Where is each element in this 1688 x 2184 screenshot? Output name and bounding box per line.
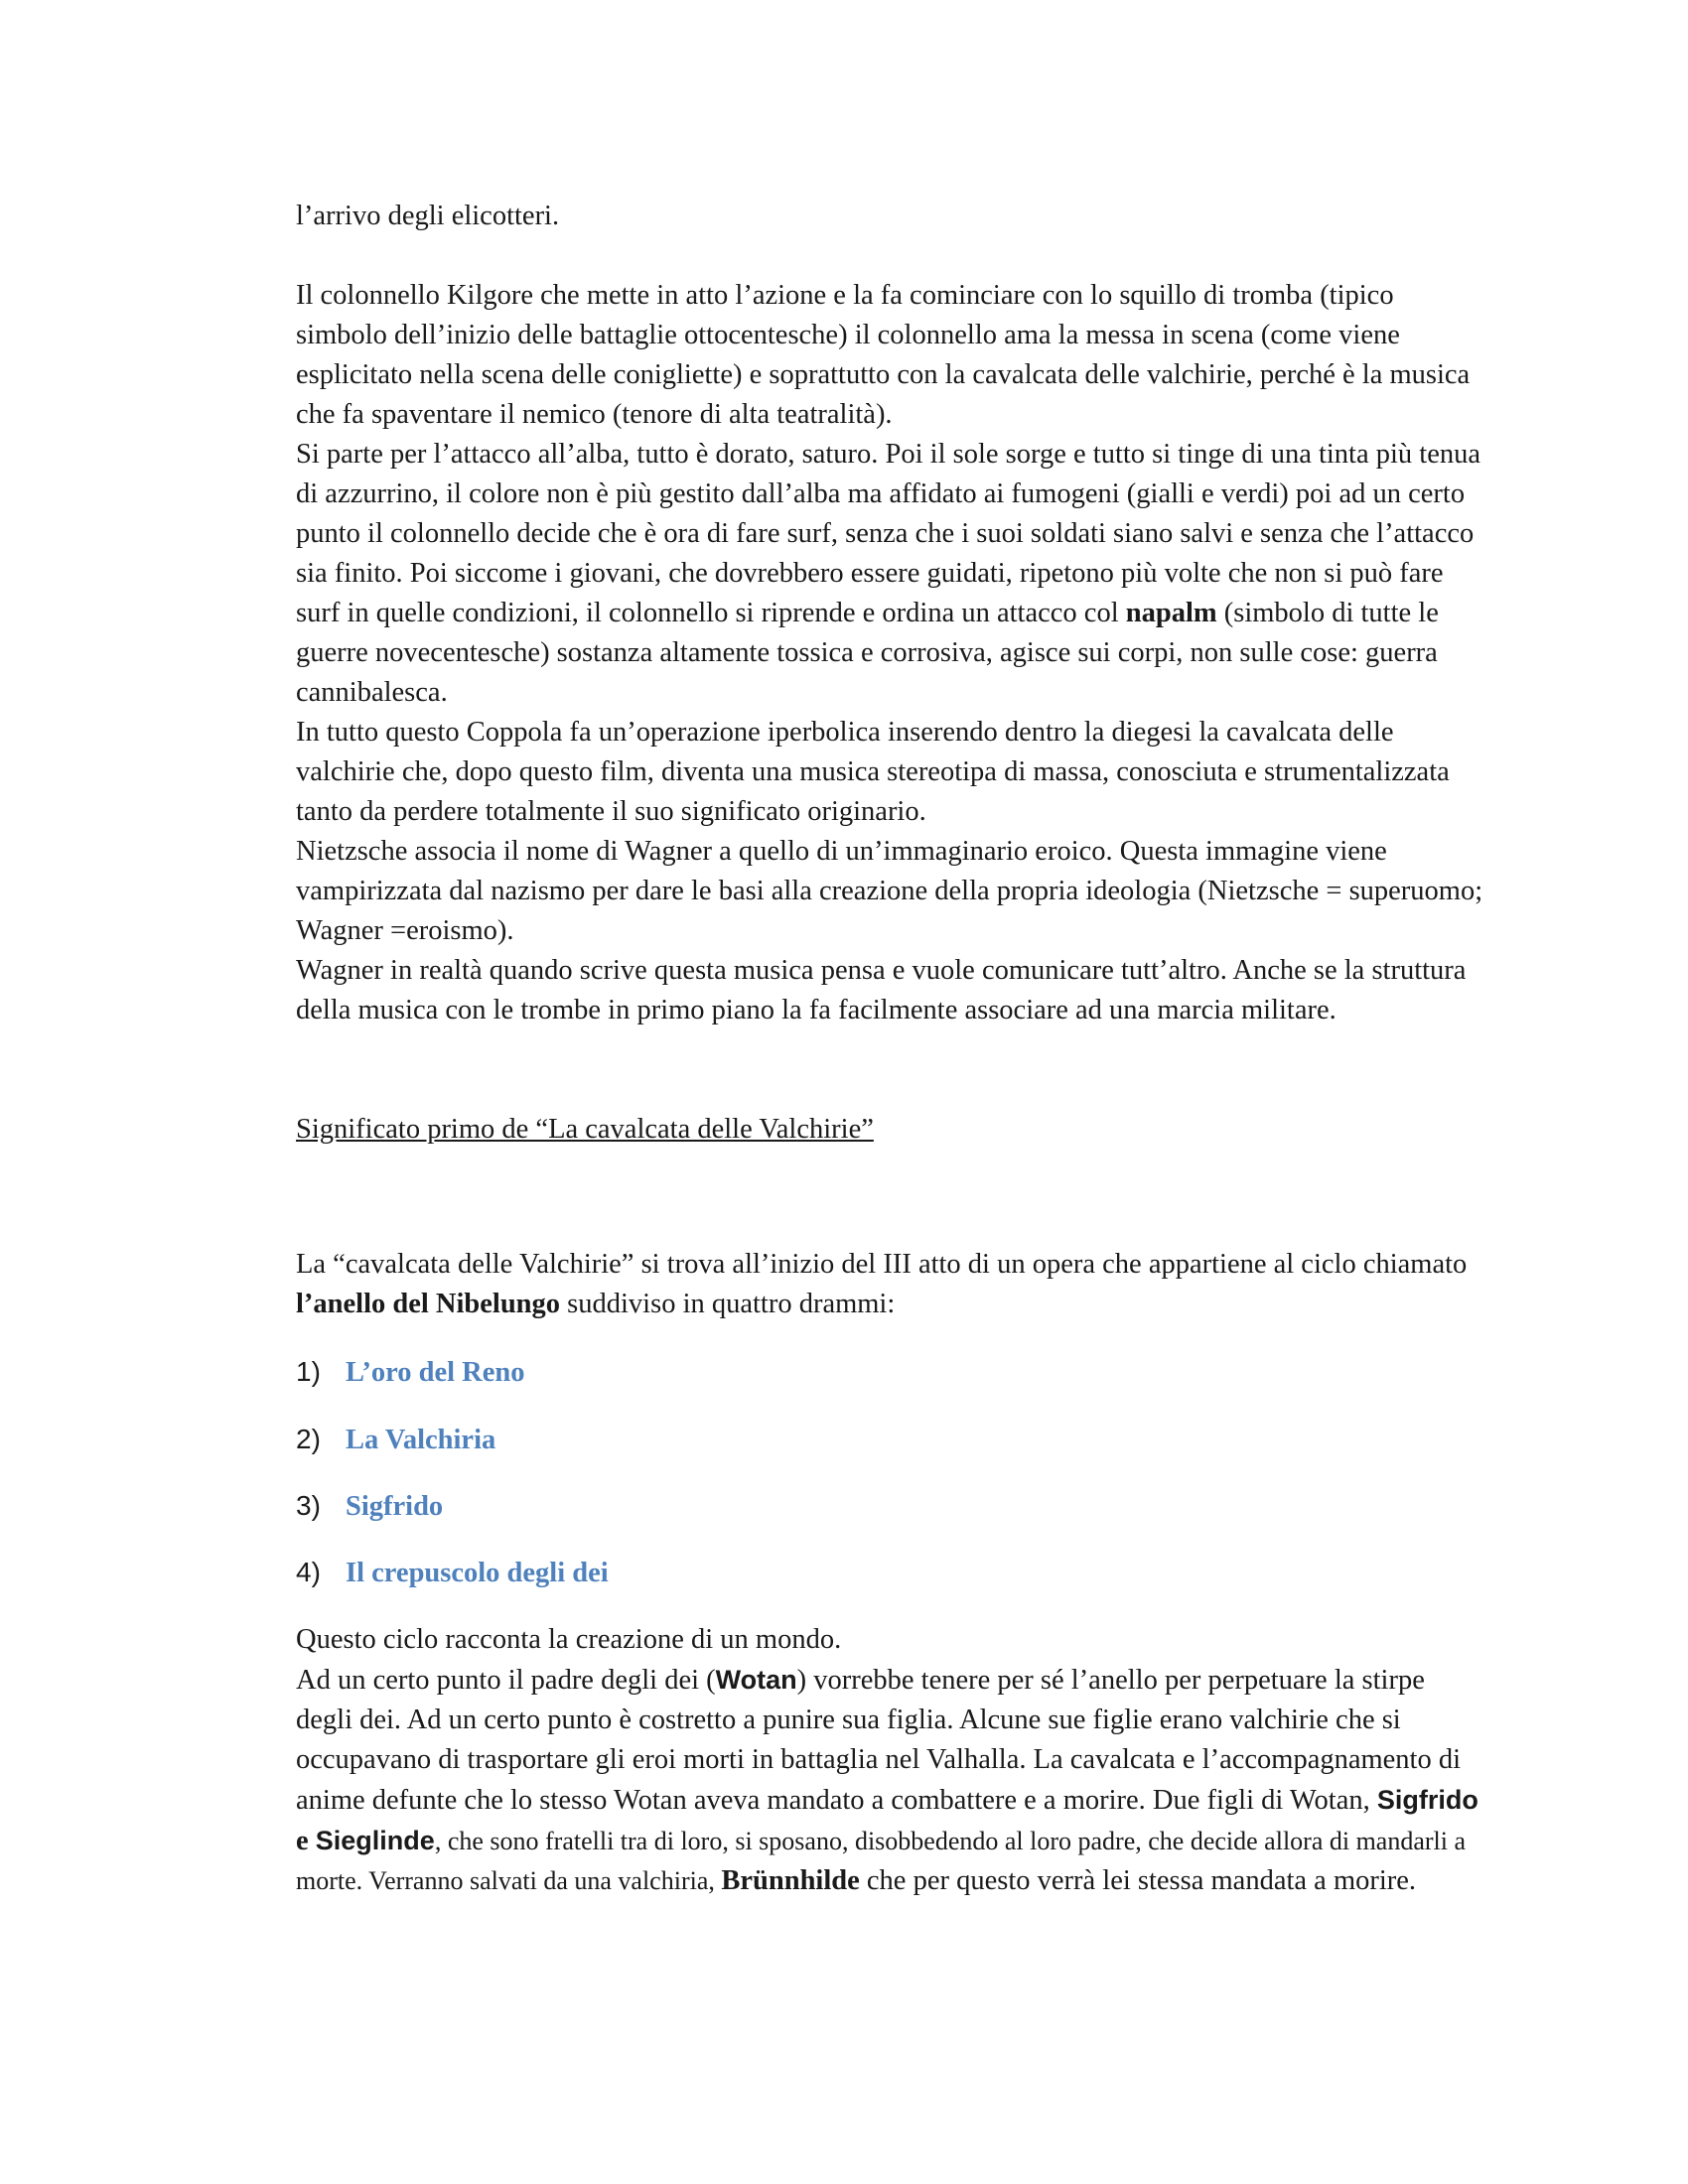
text-sieglinde: Sieglinde bbox=[315, 1826, 435, 1855]
section-heading-block bbox=[296, 1110, 1487, 1150]
text-ciclo-c: suddiviso in quattro drammi: bbox=[560, 1289, 896, 1319]
text-wotan: Wotan bbox=[715, 1665, 797, 1695]
section-heading: Significato primo de “La cavalcata delle Valchirie” bbox=[296, 1114, 874, 1145]
paragraph-coppola: In tutto questo Coppola fa un’operazione iperbolica inserendo dentro la diegesi la cavalcata delle valchirie che, dopo questo film, diventa una musica stereotipa di massa, conosciuta e strumentalizzata tanto da perdere totalmente il suo significato originario. bbox=[296, 717, 1450, 827]
text-e: e bbox=[296, 1826, 316, 1856]
text-wotan-i: che per questo verrà lei stessa mandata a morire. bbox=[859, 1865, 1417, 1896]
paragraph-wotan bbox=[296, 1660, 1487, 1901]
text-attacco: Si parte per l’attacco all’alba, tutto è dorato, saturo. Poi il sole sorge e tutto si tinge di una tinta più tenua di azzurrino, il colore non è più gestito dall’alba ma affidato ai fumogeni (gialli e verdi) poi ad un certo punto il colonnello decide che è ora di fare surf, senza che i suoi soldati siano salvi e senza che l’attacco sia finito. Poi siccome i giovani, che dovrebbero essere guidati, ripetono più volte che non si può fare surf in quelle condizioni, il colonnello si riprende e ordina un attacco col bbox=[296, 439, 1481, 628]
text-ciclo-a: La “cavalcata delle Valchirie” si trova all’inizio del III atto di un opera che appartiene al ciclo chiamato bbox=[296, 1249, 1468, 1280]
paragraph-wagner: Wagner in realtà quando scrive questa musica pensa e vuole comunicare tutt’altro. Anche se la struttura della musica con le trombe in primo piano la fa facilmente associare ad una marcia militare. bbox=[296, 955, 1467, 1025]
paragraph-creazione: Questo ciclo racconta la creazione di un mondo. bbox=[296, 1624, 842, 1655]
text-wotan-a: Ad un certo punto il padre degli dei ( bbox=[296, 1665, 716, 1696]
list-title: Sigfrido bbox=[346, 1491, 444, 1522]
text-wotan-g: , che sono fratelli tra di loro, si sposano, disobbedendo al loro padre, che decide allora di mandarli a morte. Verranno salvati da una valchiria, bbox=[296, 1827, 1467, 1895]
text-napalm: napalm bbox=[1125, 598, 1217, 628]
list-item bbox=[296, 1420, 495, 1460]
text-napalm-desc: (simbolo di tutte le guerre novecentesche) sostanza altamente tossica e corrosiva, agisce sui corpi, non sulle cose: guerra cannibalesca. bbox=[296, 598, 1439, 708]
paragraph-ciclo bbox=[296, 1245, 1487, 1324]
paragraph-kilgore: Il colonnello Kilgore che mette in atto l’azione e la fa cominciare con lo squillo di tromba (tipico simbolo dell’inizio delle battaglie ottocentesche) il colonnello ama la messa in scena (come viene esplicitato nella scena delle conigliette) e soprattutto con la cavalcata delle valchirie, perché è la musica che fa spaventare il nemico (tenore di alta teatralità). bbox=[296, 280, 1471, 430]
list-title: Il crepuscolo degli dei bbox=[346, 1558, 609, 1588]
list-number: 1) bbox=[296, 1356, 321, 1387]
list-item bbox=[296, 1553, 609, 1593]
paragraph-nietzsche: Nietzsche associa il nome di Wagner a quello di un’immaginario eroico. Questa immagine viene vampirizzata dal nazismo per dare le basi alla creazione della propria ideologia (Nietzsche = superuomo; Wagner =eroismo). bbox=[296, 836, 1483, 946]
paragraph-group-wotan bbox=[296, 1620, 1487, 1901]
list-title: L’oro del Reno bbox=[346, 1357, 525, 1388]
list-item bbox=[296, 1352, 525, 1393]
text-arrivo: l’arrivo degli elicotteri. bbox=[296, 201, 560, 231]
list-item bbox=[296, 1486, 443, 1527]
list-number: 3) bbox=[296, 1490, 321, 1521]
list-title: La Valchiria bbox=[346, 1425, 496, 1455]
text-sigfrido: Sigfrido bbox=[1376, 1785, 1478, 1815]
paragraph-attacco bbox=[296, 435, 1487, 713]
text-brunnhilde: Brünnhilde bbox=[721, 1865, 860, 1896]
paragraph-intro bbox=[296, 197, 1487, 236]
list-number: 4) bbox=[296, 1557, 321, 1587]
paragraph-group-kilgore bbox=[296, 276, 1487, 1030]
paragraph-ciclo-intro bbox=[296, 1245, 1487, 1324]
text-anello: l’anello del Nibelungo bbox=[296, 1289, 561, 1319]
text-wotan-c: ) vorrebbe tenere per sé l’anello per perpetuare la stirpe degli dei. Ad un certo punto è costretto a punire sua figlia. Alcune sue figlie erano valchirie che si occupavano di trasportare gli eroi morti in battaglia nel Valhalla. La cavalcata e l’accompagnamento di anime defunte che lo stesso Wotan aveva mandato a combattere e a morire. Due figli di Wotan, bbox=[296, 1665, 1462, 1816]
list-number: 2) bbox=[296, 1424, 321, 1454]
